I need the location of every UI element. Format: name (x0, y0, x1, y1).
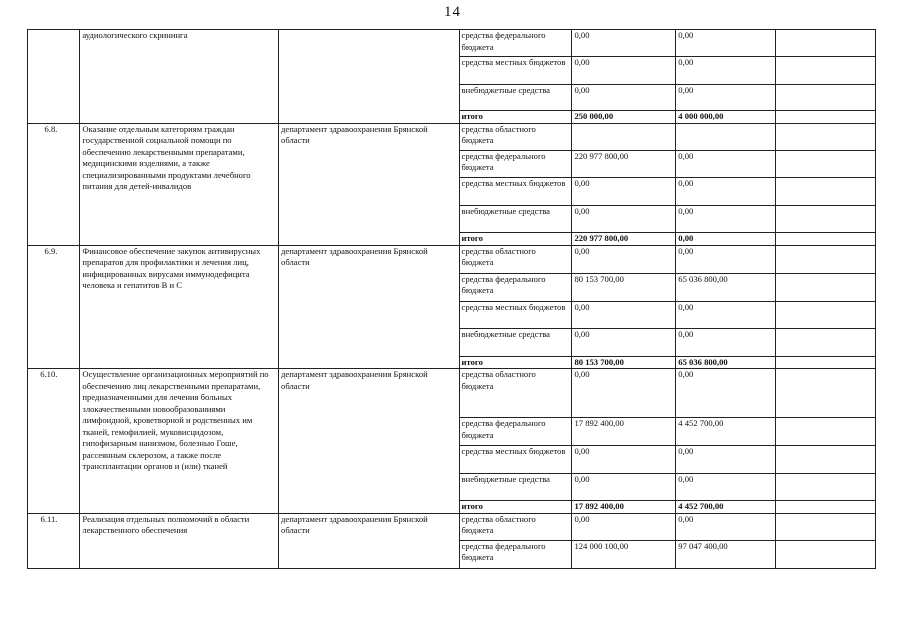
funding-source: средства областного бюджета (459, 369, 572, 418)
item-number: 6.10. (28, 369, 80, 514)
value-cell: 0,00 (676, 30, 776, 57)
empty-cell (776, 111, 876, 124)
funding-source: внебюджетные средства (459, 474, 572, 501)
value-cell: 0,00 (676, 301, 776, 328)
funding-source: средства местных бюджетов (459, 177, 572, 205)
value-cell: 0,00 (572, 328, 676, 356)
value-cell: 17 892 400,00 (572, 418, 676, 446)
item-name: Финансовое обеспечение закупок антивирусных препаратов для профилактики и лечения лиц, инфицированных вирусами иммунодефицита человека и гепатитов В и С (80, 245, 279, 369)
total-label: итого (459, 111, 572, 124)
empty-cell (776, 30, 876, 57)
empty-cell (776, 369, 876, 418)
item-executor: департамент здравоохранения Брянской области (279, 245, 459, 369)
empty-cell (776, 177, 876, 205)
value-cell: 0,00 (676, 150, 776, 177)
value-cell: 0,00 (676, 474, 776, 501)
page-number: 14 (444, 4, 461, 20)
total-label: итого (459, 356, 572, 369)
funding-source: средства федерального бюджета (459, 30, 572, 57)
table-row (28, 245, 876, 273)
total-value: 0,00 (676, 232, 776, 245)
empty-cell (776, 513, 876, 540)
empty-cell (776, 205, 876, 232)
value-cell: 0,00 (676, 369, 776, 418)
value-cell: 0,00 (572, 513, 676, 540)
value-cell: 0,00 (572, 301, 676, 328)
value-cell: 0,00 (572, 57, 676, 85)
value-cell (572, 123, 676, 150)
empty-cell (776, 232, 876, 245)
value-cell: 0,00 (676, 446, 776, 474)
value-cell: 0,00 (676, 85, 776, 111)
funding-source: средства федерального бюджета (459, 418, 572, 446)
total-value: 250 000,00 (572, 111, 676, 124)
funding-source: средства областного бюджета (459, 245, 572, 273)
total-value: 220 977 800,00 (572, 232, 676, 245)
funding-source: внебюджетные средства (459, 205, 572, 232)
total-value: 4 000 000,00 (676, 111, 776, 124)
item-name: Реализация отдельных полномочий в области лекарственного обеспечения (80, 513, 279, 568)
empty-cell (776, 328, 876, 356)
empty-cell (776, 474, 876, 501)
total-label: итого (459, 232, 572, 245)
value-cell: 0,00 (572, 85, 676, 111)
funding-source: средства местных бюджетов (459, 57, 572, 85)
empty-cell (776, 123, 876, 150)
table-row (28, 123, 876, 150)
value-cell: 124 000 100,00 (572, 540, 676, 568)
total-value: 4 452 700,00 (676, 501, 776, 514)
empty-cell (776, 57, 876, 85)
total-value: 80 153 700,00 (572, 356, 676, 369)
value-cell: 0,00 (572, 446, 676, 474)
empty-cell (776, 356, 876, 369)
value-cell (676, 123, 776, 150)
empty-cell (776, 501, 876, 514)
item-executor-cell (279, 30, 459, 124)
total-value: 65 036 800,00 (676, 356, 776, 369)
value-cell: 0,00 (572, 369, 676, 418)
funding-source: средства областного бюджета (459, 513, 572, 540)
total-label: итого (459, 501, 572, 514)
item-name: Оказание отдельным категориям граждан государственной социальной помощи по обеспечению лекарственными препаратами, медицинскими изделиями, а также специализированными продуктами лечебного питания для детей-инвалидов (80, 123, 279, 245)
funding-source: средства областного бюджета (459, 123, 572, 150)
empty-cell (776, 85, 876, 111)
value-cell: 0,00 (676, 245, 776, 273)
value-cell: 0,00 (572, 474, 676, 501)
value-cell: 0,00 (676, 513, 776, 540)
funding-source: внебюджетные средства (459, 328, 572, 356)
empty-cell (776, 301, 876, 328)
value-cell: 0,00 (676, 328, 776, 356)
item-number: 6.11. (28, 513, 80, 568)
item-name: аудиологического скрининга (82, 30, 188, 40)
value-cell: 80 153 700,00 (572, 273, 676, 301)
funding-source: средства местных бюджетов (459, 446, 572, 474)
value-cell: 97 047 400,00 (676, 540, 776, 568)
value-cell: 0,00 (676, 177, 776, 205)
value-cell: 0,00 (572, 245, 676, 273)
table-row (28, 30, 876, 57)
total-value: 17 892 400,00 (572, 501, 676, 514)
item-executor: департамент здравоохранения Брянской области (279, 513, 459, 568)
item-executor: департамент здравоохранения Брянской области (279, 123, 459, 245)
item-name-cell (80, 30, 279, 124)
funding-source: внебюджетные средства (459, 85, 572, 111)
value-cell: 0,00 (676, 205, 776, 232)
item-number-cell (28, 30, 80, 124)
empty-cell (776, 446, 876, 474)
empty-cell (776, 418, 876, 446)
value-cell: 0,00 (676, 57, 776, 85)
empty-cell (776, 150, 876, 177)
value-cell: 0,00 (572, 177, 676, 205)
funding-source: средства федерального бюджета (459, 273, 572, 301)
funding-source: средства местных бюджетов (459, 301, 572, 328)
empty-cell (776, 245, 876, 273)
value-cell: 0,00 (572, 30, 676, 57)
value-cell: 65 036 800,00 (676, 273, 776, 301)
value-cell: 0,00 (572, 205, 676, 232)
empty-cell (776, 273, 876, 301)
item-executor: департамент здравоохранения Брянской области (279, 369, 459, 514)
item-number: 6.9. (28, 245, 80, 369)
table-row (28, 369, 876, 418)
value-cell: 4 452 700,00 (676, 418, 776, 446)
value-cell: 220 977 800,00 (572, 150, 676, 177)
funding-source: средства федерального бюджета (459, 540, 572, 568)
item-name: Осуществление организационных мероприятий по обеспечению лиц лекарственными препаратами, предназначенными для лечения больных злокачественными новообразованиями лимфоидной, кроветворной и родственных им тканей, гемофилией, муковисцидозом, гипофизарным нанизмом, болезнью Гоше, рассеянным склерозом, а также после трансплантации органов и (или) тканей (80, 369, 279, 514)
funding-source: средства федерального бюджета (459, 150, 572, 177)
item-number: 6.8. (28, 123, 80, 245)
table-row (28, 513, 876, 540)
empty-cell (776, 540, 876, 568)
budget-table (27, 29, 876, 569)
